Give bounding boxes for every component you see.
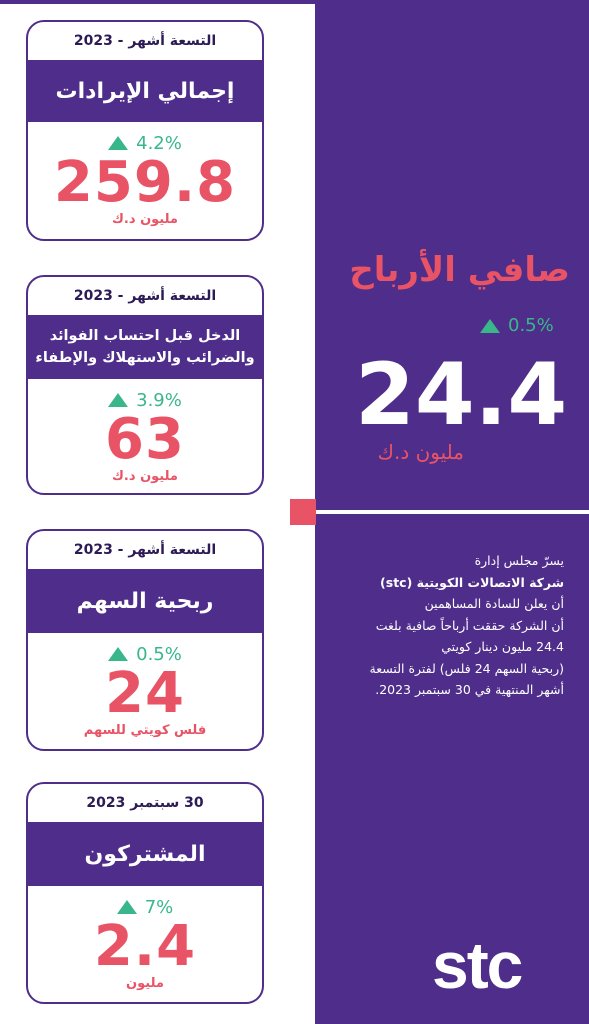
announcement-line: يسرّ مجلس إدارة <box>474 553 564 568</box>
unit-label: مليون د.ك <box>112 212 178 227</box>
card-period: التسعة أشهر - 2023 <box>73 33 217 49</box>
net-profit-change-row <box>480 315 554 336</box>
announcement-text <box>336 550 564 701</box>
up-arrow-icon <box>108 393 128 407</box>
card-period: التسعة أشهر - 2023 <box>73 288 217 304</box>
change-value: 3.9% <box>136 389 182 411</box>
accent-square <box>290 499 316 525</box>
unit-label: مليون د.ك <box>112 469 178 484</box>
up-arrow-icon <box>108 647 128 661</box>
net-profit-value: 24.4 <box>355 345 568 445</box>
unit-label: فلس كويتي للسهم <box>83 723 207 738</box>
subscribers-value: 2.4 <box>93 914 197 979</box>
revenue-value: 259.8 <box>53 150 237 215</box>
announcement-line: (ربحية السهم 24 فلس) لفترة التسعة <box>369 660 564 676</box>
stc-logo: stc <box>432 928 522 1002</box>
announcement-line: أن الشركة حققت أرباحاً صافية بلغت <box>375 617 564 633</box>
eps-card <box>26 529 264 751</box>
card-title: المشتركون <box>28 822 262 886</box>
card-period: التسعة أشهر - 2023 <box>73 542 217 558</box>
card-body <box>28 896 262 991</box>
change-value: 4.2% <box>136 132 182 154</box>
card-title-line2: والضرائب والاستهلاك والإطفاء <box>35 350 255 366</box>
up-arrow-icon <box>117 900 137 914</box>
card-period: 30 سبتمبر 2023 <box>86 795 204 811</box>
top-border <box>0 0 589 4</box>
announcement-line: أشهر المنتهية في 30 سبتمبر 2023. <box>375 682 564 697</box>
net-profit-change: 0.5% <box>508 315 554 336</box>
revenue-card <box>26 20 264 241</box>
change-value: 0.5% <box>136 643 182 665</box>
announcement-line: 24.4 مليون دينار كويتي <box>441 639 564 654</box>
net-profit-unit: مليون د.ك <box>377 440 464 464</box>
eps-value: 24 <box>105 661 185 726</box>
ebitda-card <box>26 275 264 495</box>
announcement-line: أن يعلن للسادة المساهمين <box>424 596 564 611</box>
divider-line <box>296 510 589 514</box>
subscribers-card <box>26 782 264 1004</box>
up-arrow-icon <box>480 319 500 333</box>
card-title: ربحية السهم <box>28 569 262 633</box>
announcement-company: شركة الاتصالات الكويتية (stc) <box>380 574 564 590</box>
up-arrow-icon <box>108 136 128 150</box>
card-body <box>28 643 262 738</box>
card-title-line1: الدخل قبل احتساب الفوائد <box>49 328 241 344</box>
net-profit-title: صافي الأرباح <box>349 250 570 290</box>
card-title <box>28 315 262 379</box>
card-body <box>28 389 262 484</box>
unit-label: مليون <box>126 976 164 991</box>
card-body <box>28 132 262 227</box>
change-value: 7% <box>144 896 174 918</box>
card-title: إجمالي الإيرادات <box>28 60 262 122</box>
ebitda-value: 63 <box>105 407 185 472</box>
